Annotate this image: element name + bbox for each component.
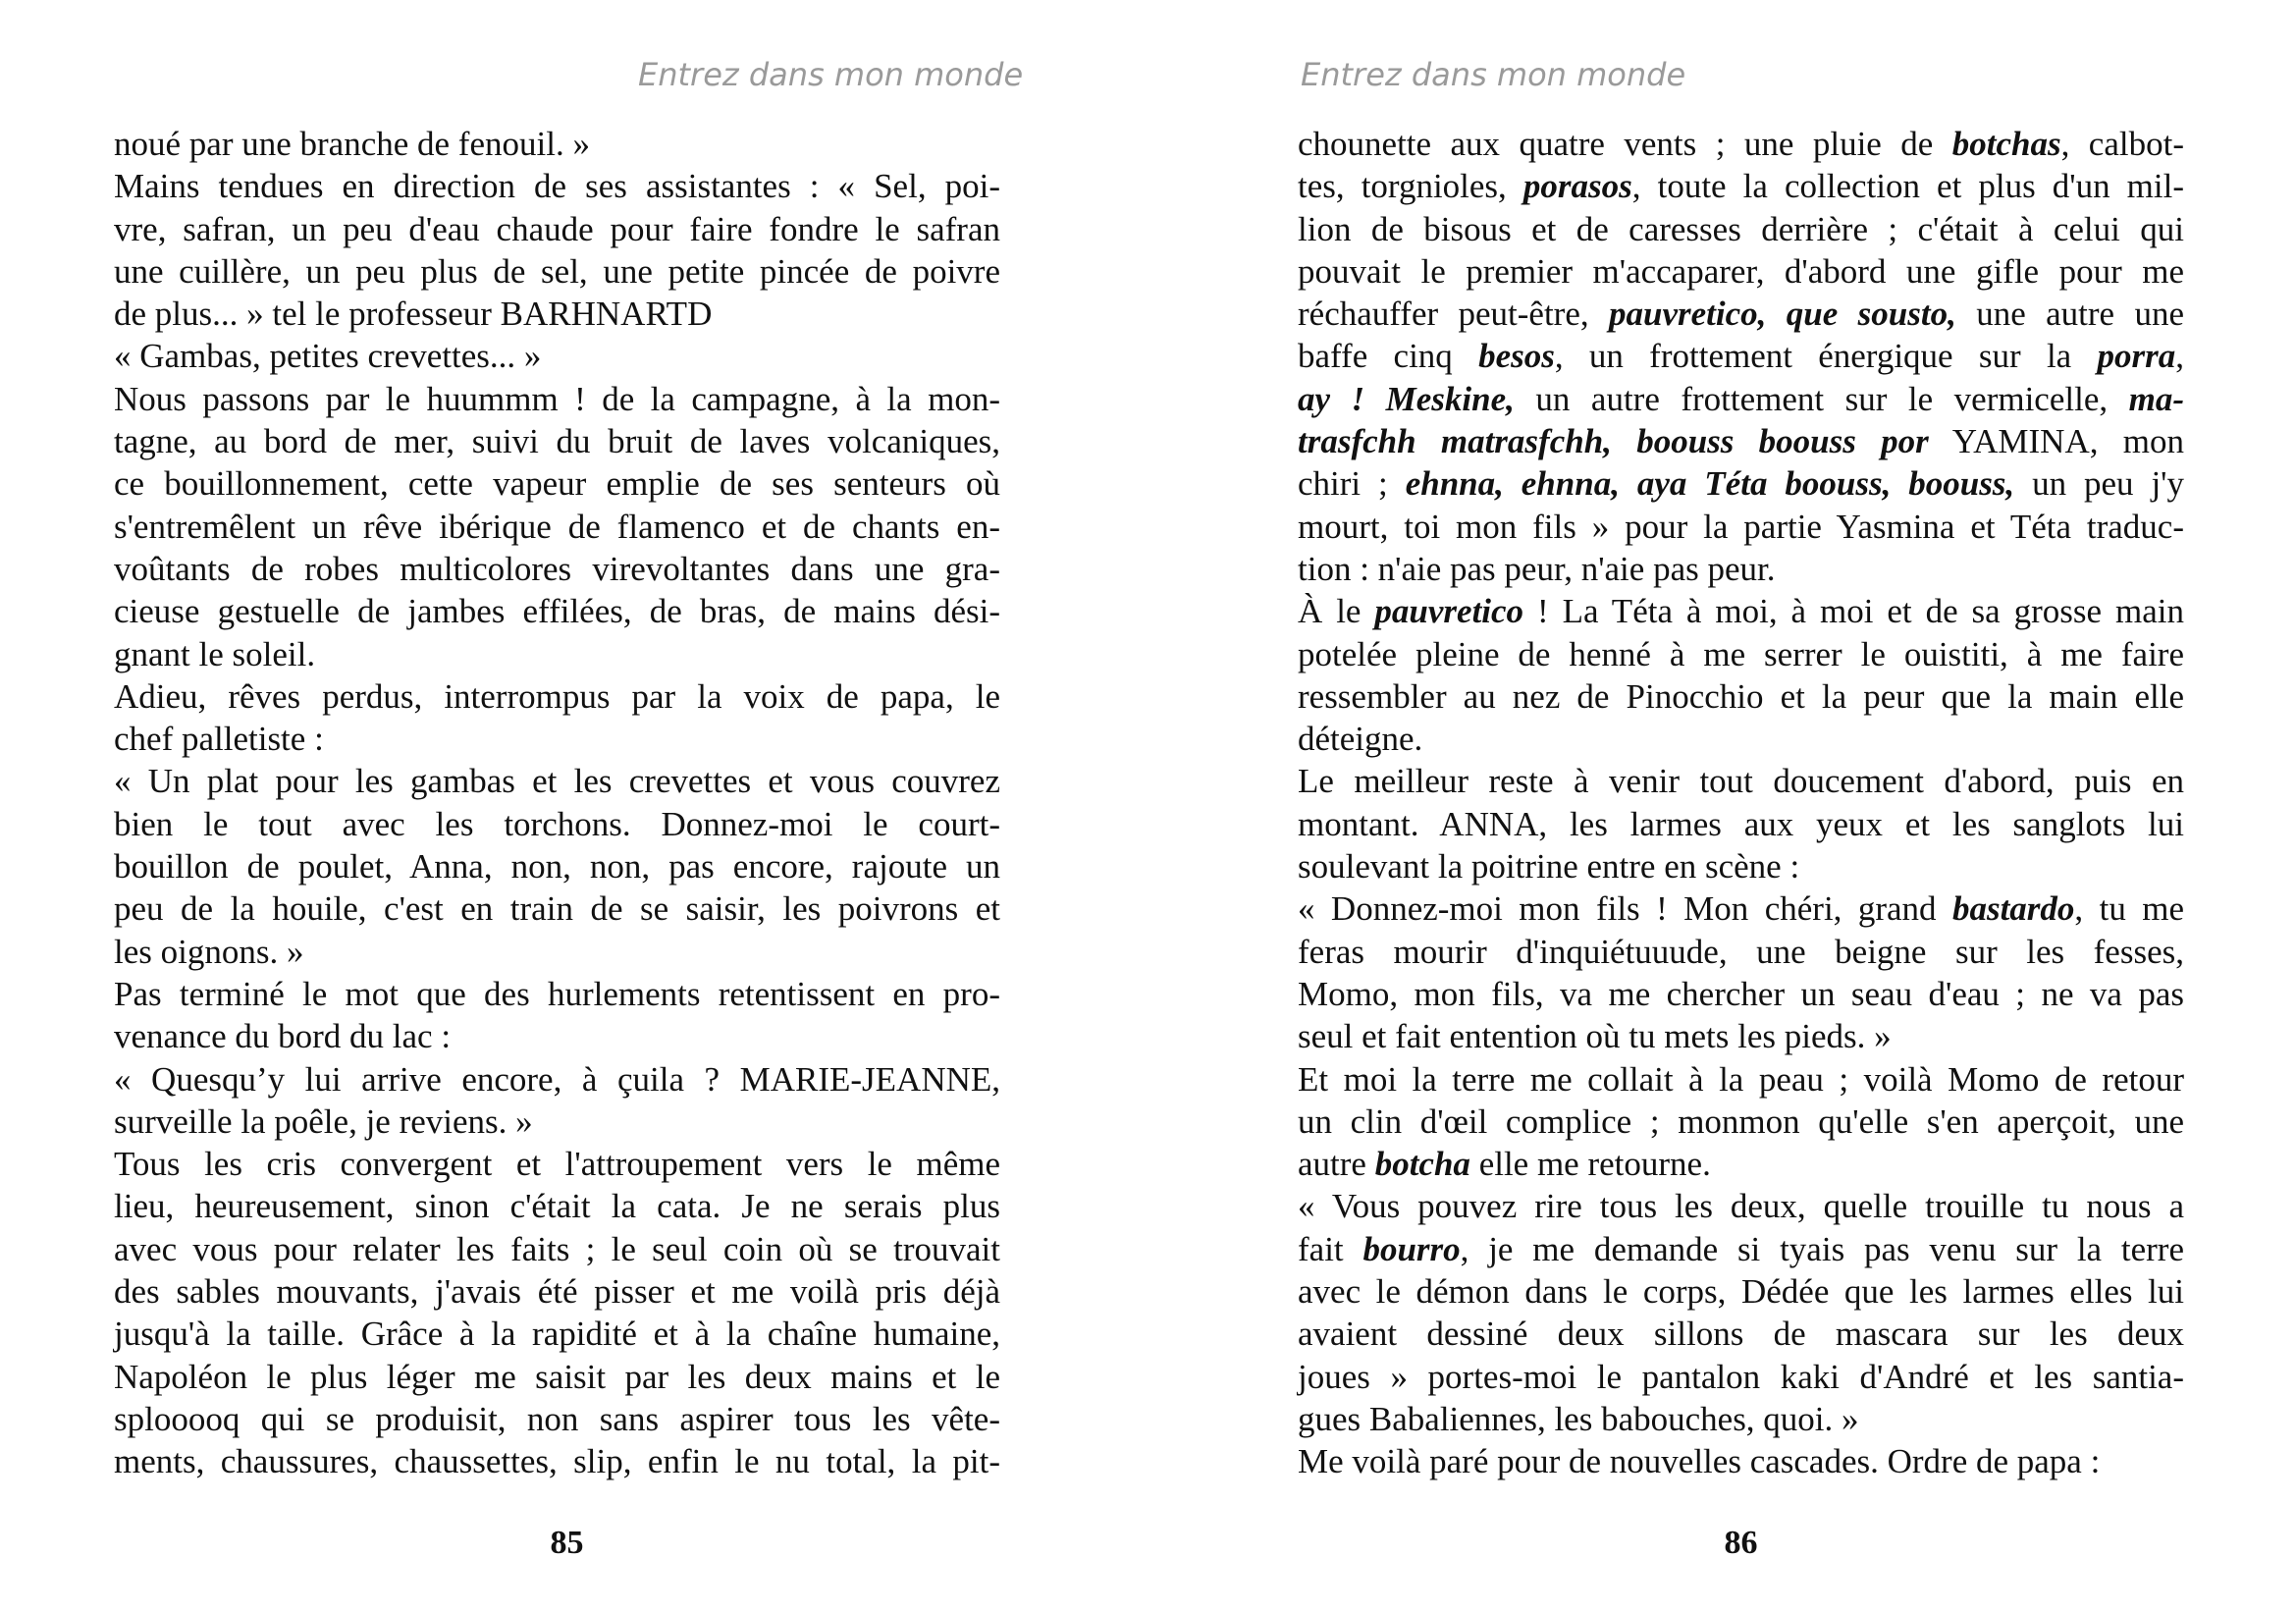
- text-run: fait: [1298, 1229, 1363, 1268]
- text-run: pouvait le premier m'accaparer, d'abord une gifle pour me: [1298, 251, 2184, 291]
- text-run: ressembler au nez de Pinocchio et la peur que la main elle: [1298, 676, 2184, 716]
- page-number-left: 85: [550, 1525, 584, 1561]
- text-run: tes, torgnioles,: [1298, 167, 1523, 206]
- emphasis-word: pauvretico, que sousto,: [1609, 295, 1956, 334]
- text-line: Pas terminé le mot que des hurlements retentissent en pro-: [114, 974, 1000, 1013]
- page-number-right: 86: [1724, 1525, 1758, 1561]
- emphasis-word: trasfchh matrasfchh, boouss boouss por: [1298, 422, 1929, 461]
- text-line: [1298, 1398, 2184, 1440]
- text-line: [1298, 675, 2184, 718]
- text-run: « Donnez-moi mon fils ! Mon chéri, grand: [1298, 889, 1952, 929]
- text-line: [1298, 1101, 2184, 1143]
- text-line: [1298, 1228, 2184, 1270]
- left-page-body: [114, 123, 1000, 1483]
- text-line: [1298, 462, 2184, 505]
- right-page: [1148, 0, 2296, 1611]
- text-line: peu de la houile, c'est en train de se saisir, les poivrons et: [114, 889, 1000, 929]
- text-line: ments, chaussures, chaussettes, slip, enfin le nu total, la pit-: [114, 1442, 1000, 1481]
- text-run: YAMINA, mon: [1928, 422, 2184, 461]
- text-line: de plus... » tel le professeur BARHNARTD: [114, 295, 713, 334]
- text-line: [1298, 760, 2184, 802]
- emphasis-word: ay ! Meskine,: [1298, 379, 1515, 418]
- text-line: [1298, 335, 2184, 377]
- text-run: Le meilleur reste à venir tout doucement d'abord, puis en: [1298, 762, 2184, 801]
- text-run: mourt, toi mon fils » pour la partie Yasmina et Téta traduc-: [1298, 507, 2184, 546]
- text-line: avec vous pour relater les faits ; le seul coin où se trouvait: [114, 1229, 1000, 1268]
- text-run: ,: [2175, 337, 2184, 376]
- running-header-left: Entrez dans mon monde: [638, 56, 1024, 93]
- text-line: Tous les cris convergent et l'attroupement vers le même: [114, 1145, 1000, 1184]
- text-line: une cuillère, un peu plus de sel, une petite pincée de poivre: [114, 251, 1000, 291]
- text-run: , tu me: [2074, 889, 2185, 929]
- text-line: [1298, 1058, 2184, 1101]
- text-line: « Un plat pour les gambas et les crevettes et vous couvrez: [114, 762, 1000, 801]
- emphasis-word: porra: [2097, 337, 2176, 376]
- text-run: À le: [1298, 592, 1375, 631]
- text-line: splooooq qui se produisit, non sans aspirer tous les vête-: [114, 1399, 1000, 1438]
- text-run: avaient dessiné deux sillons de mascara sur les deux: [1298, 1315, 2184, 1354]
- text-line: [1298, 845, 2184, 887]
- text-line: [1298, 1270, 2184, 1313]
- text-line: [1298, 165, 2184, 207]
- text-run: potelée pleine de henné à me serrer le ouistiti, à me faire: [1298, 634, 2184, 673]
- text-line: [1298, 718, 2184, 760]
- text-line: [1298, 887, 2184, 930]
- text-line: voûtants de robes multicolores virevoltantes dans une gra-: [114, 549, 1000, 588]
- text-line: cieuse gestuelle de jambes effilées, de bras, de mains dési-: [114, 592, 1000, 631]
- emphasis-word: ma-: [2128, 379, 2184, 418]
- text-line: [1298, 931, 2184, 973]
- text-line: chef palletiste :: [114, 720, 324, 759]
- text-run: Et moi la terre me collait à la peau ; voilà Momo de retour: [1298, 1059, 2184, 1099]
- text-line: [1298, 506, 2184, 548]
- emphasis-word: porasos: [1522, 167, 1632, 206]
- text-line: s'entremêlent un rêve ibérique de flamenco et de chants en-: [114, 507, 1000, 546]
- text-line: [1298, 208, 2184, 250]
- text-line: « Quesqu’y lui arrive encore, à çuila ? MARIE-JEANNE,: [114, 1059, 1000, 1099]
- emphasis-word: botchas: [1951, 125, 2061, 163]
- text-run: Momo, mon fils, va me chercher un seau d'eau ; ne va pas: [1298, 974, 2184, 1013]
- text-run: un clin d'œil complice ; monmon qu'elle s'en aperçoit, une: [1298, 1101, 2184, 1141]
- text-line: [1298, 633, 2184, 675]
- emphasis-word: bourro: [1362, 1229, 1461, 1268]
- text-line: Adieu, rêves perdus, interrompus par la voix de papa, le: [114, 676, 1000, 716]
- text-run: ! La Téta à moi, à moi et de sa grosse main: [1523, 592, 2184, 631]
- text-run: montant. ANNA, les larmes aux yeux et les sanglots lui: [1298, 804, 2184, 843]
- text-line: « Gambas, petites crevettes... »: [114, 337, 542, 376]
- text-run: chounette aux quatre vents ; une pluie de: [1298, 125, 1952, 163]
- text-line: [1298, 420, 2184, 462]
- text-run: tion : n'aie pas peur, n'aie pas peur.: [1298, 549, 1776, 588]
- text-run: Me voilà paré pour de nouvelles cascades. Ordre de papa :: [1298, 1442, 2101, 1481]
- text-line: Napoléon le plus léger me saisit par les deux mains et le: [114, 1357, 1000, 1396]
- text-run: baffe cinq: [1298, 337, 1479, 376]
- text-run: un peu j'y: [2014, 464, 2184, 504]
- text-line: Nous passons par le huummm ! de la campagne, à la mon-: [114, 379, 1000, 418]
- text-run: « Vous pouvez rire tous les deux, quelle trouille tu nous a: [1298, 1187, 2184, 1226]
- text-line: [1298, 1440, 2184, 1482]
- text-run: avec le démon dans le corps, Dédée que les larmes elles lui: [1298, 1272, 2184, 1312]
- text-run: , un frottement énergique sur la: [1554, 337, 2098, 376]
- text-line: [1298, 1143, 2184, 1185]
- emphasis-word: botcha: [1374, 1145, 1470, 1184]
- text-line: surveille la poêle, je reviens. »: [114, 1101, 533, 1141]
- right-page-body: [1298, 123, 2184, 1483]
- text-line: noué par une branche de fenouil. »: [114, 125, 590, 163]
- text-line: gnant le soleil.: [114, 634, 316, 673]
- text-run: chiri ;: [1298, 464, 1406, 504]
- text-run: une autre une: [1955, 295, 2184, 334]
- text-run: déteigne.: [1298, 720, 1423, 759]
- text-line: [1298, 123, 2184, 165]
- text-run: autre: [1298, 1145, 1375, 1184]
- text-run: réchauffer peut-être,: [1298, 295, 1609, 334]
- text-run: , toute la collection et plus d'un mil-: [1631, 167, 2185, 206]
- text-run: , je me demande si tyais pas venu sur la terre: [1460, 1229, 2184, 1268]
- text-line: bouillon de poulet, Anna, non, non, pas encore, rajoute un: [114, 847, 1000, 886]
- text-line: lieu, heureusement, sinon c'était la cata. Je ne serais plus: [114, 1187, 1000, 1226]
- text-line: [1298, 973, 2184, 1015]
- text-line: vre, safran, un peu d'eau chaude pour faire fondre le safran: [114, 209, 1000, 248]
- text-line: [1298, 250, 2184, 293]
- text-line: tagne, au bord de mer, suivi du bruit de laves volcaniques,: [114, 422, 1000, 461]
- text-line: [1298, 1313, 2184, 1355]
- text-line: [1298, 1015, 2184, 1057]
- text-line: [1298, 293, 2184, 335]
- text-run: soulevant la poitrine entre en scène :: [1298, 847, 1800, 886]
- text-run: gues Babaliennes, les babouches, quoi. »: [1298, 1399, 1859, 1438]
- text-line: [1298, 1356, 2184, 1398]
- text-line: bien le tout avec les torchons. Donnez-moi le court-: [114, 804, 1000, 843]
- running-header-right: Entrez dans mon monde: [1301, 56, 1686, 93]
- text-run: joues » portes-moi le pantalon kaki d'André et les santia-: [1298, 1357, 2184, 1396]
- emphasis-word: bastardo: [1951, 889, 2075, 929]
- text-line: les oignons. »: [114, 932, 304, 971]
- emphasis-word: ehnna, ehnna, aya Téta boouss, boouss,: [1405, 464, 2015, 504]
- text-line: ce bouillonnement, cette vapeur emplie de ses senteurs où: [114, 464, 1000, 504]
- text-line: jusqu'à la taille. Grâce à la rapidité et à la chaîne humaine,: [114, 1315, 1000, 1354]
- text-run: lion de bisous et de caresses derrière ; c'était à celui qui: [1298, 209, 2184, 248]
- text-line: Mains tendues en direction de ses assistantes : « Sel, poi-: [114, 167, 1000, 206]
- text-line: venance du bord du lac :: [114, 1017, 452, 1056]
- text-line: des sables mouvants, j'avais été pisser et me voilà pris déjà: [114, 1272, 1000, 1312]
- emphasis-word: pauvretico: [1374, 592, 1524, 631]
- emphasis-word: besos: [1478, 337, 1555, 376]
- text-line: [1298, 803, 2184, 845]
- text-run: elle me retourne.: [1469, 1145, 1711, 1184]
- text-run: , calbot-: [2060, 125, 2184, 163]
- text-line: [1298, 590, 2184, 632]
- text-line: [1298, 1185, 2184, 1227]
- text-run: un autre frottement sur le vermicelle,: [1514, 379, 2129, 418]
- text-run: feras mourir d'inquiétuuude, une beigne sur les fesses,: [1298, 932, 2184, 971]
- text-run: seul et fait entention où tu mets les pieds. »: [1298, 1017, 1892, 1056]
- text-line: [1298, 548, 2184, 590]
- text-line: [1298, 378, 2184, 420]
